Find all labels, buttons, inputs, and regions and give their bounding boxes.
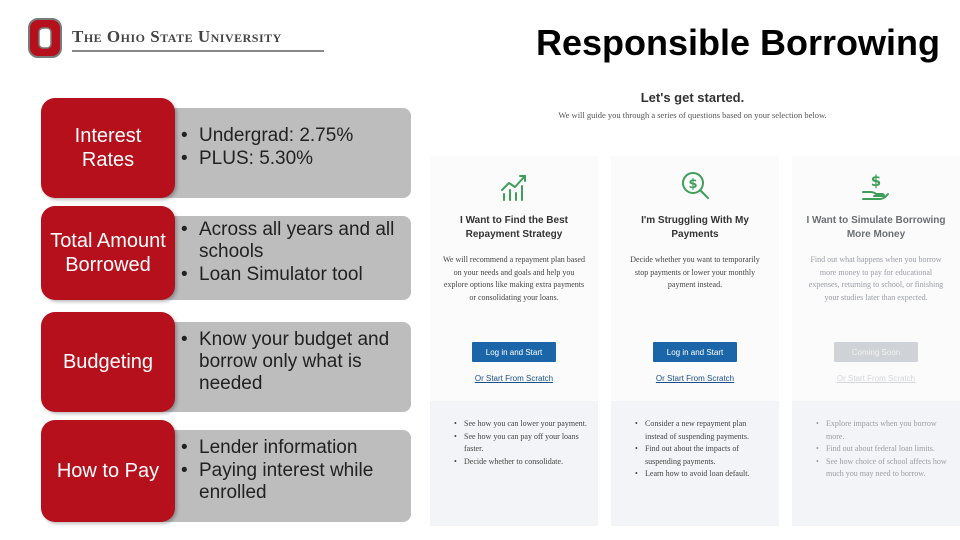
simulator-card-borrow-more bbox=[792, 156, 960, 526]
card-title: I'm Struggling With My Payments bbox=[641, 215, 749, 240]
card-bullet: • See how choice of school affects how much you may need to borrow. bbox=[816, 456, 950, 481]
card-bullet: • Consider a new repayment plan instead of suspending payments. bbox=[635, 418, 769, 443]
card-description: We will recommend a repayment plan based on your needs and goals and help you explore options like making extra payments or consolidating your loans. bbox=[443, 255, 585, 302]
topic-bullets bbox=[181, 420, 403, 522]
log-in-and-start-button[interactable]: Log in and Start bbox=[472, 342, 556, 362]
card-description: Decide whether you want to temporarily stop payments or lower your monthly payment instead. bbox=[630, 255, 760, 289]
topic-bullets bbox=[181, 98, 403, 198]
topic-bullets bbox=[181, 206, 403, 300]
start-from-scratch-link[interactable]: Or Start From Scratch bbox=[474, 374, 554, 383]
topic-bullet: • PLUS: 5.30% bbox=[181, 148, 403, 170]
chart-growth-icon bbox=[498, 170, 530, 202]
topic-bullet: • Loan Simulator tool bbox=[181, 264, 403, 286]
logo-underline bbox=[72, 50, 324, 52]
card-bullet: • Explore impacts when you borrow more. bbox=[816, 418, 950, 443]
coming-soon-button: Coming Soon bbox=[834, 342, 918, 362]
topic-row-how-to-pay bbox=[41, 420, 411, 522]
page-title: Responsible Borrowing bbox=[535, 22, 940, 63]
topic-bullet: • Lender information bbox=[181, 437, 403, 459]
loan-simulator-screenshot bbox=[425, 88, 960, 528]
card-description: Find out what happens when you borrow more money to pay for educational expenses, returning to school, or finishing your studies later than expected. bbox=[808, 255, 944, 302]
topic-row-total-amount-borrowed bbox=[41, 206, 411, 300]
dollar-search-icon bbox=[679, 170, 711, 202]
card-bullet: • See how you can lower your payment. bbox=[454, 418, 588, 431]
simulator-subheading: We will guide you through a series of questions based on your selection below. bbox=[558, 110, 827, 120]
svg-text:$: $ bbox=[870, 172, 882, 190]
card-bullet: • Find out about the impacts of suspending payments. bbox=[635, 443, 769, 468]
block-o-icon bbox=[28, 18, 62, 58]
topic-label: Total Amount Borrowed bbox=[50, 230, 166, 276]
simulator-heading: Let's get started. bbox=[640, 90, 745, 105]
simulator-card-repayment-strategy bbox=[430, 156, 598, 526]
university-name: The Ohio State University bbox=[72, 27, 282, 46]
topic-bullet: • Across all years and all schools bbox=[181, 219, 403, 263]
card-bullet: • Decide whether to consolidate. bbox=[454, 456, 588, 469]
card-bullet: • Find out about federal loan limits. bbox=[816, 443, 950, 456]
topic-bullet: • Paying interest while enrolled bbox=[181, 460, 403, 504]
topic-bullets bbox=[181, 312, 403, 412]
card-title: I Want to Simulate Borrowing More Money bbox=[806, 215, 946, 240]
topic-row-budgeting bbox=[41, 312, 411, 412]
card-bullet: • See how you can pay off your loans faster. bbox=[454, 431, 588, 456]
start-from-scratch-link[interactable]: Or Start From Scratch bbox=[655, 374, 735, 383]
topic-row-interest-rates bbox=[41, 98, 411, 198]
svg-text:$: $ bbox=[688, 177, 698, 192]
topic-label: Budgeting bbox=[62, 351, 154, 373]
topic-bullet: • Undergrad: 2.75% bbox=[181, 125, 403, 147]
hand-dollar-icon bbox=[860, 170, 892, 202]
card-bullets bbox=[816, 418, 950, 481]
start-from-scratch-link: Or Start From Scratch bbox=[836, 374, 916, 383]
card-title: I Want to Find the Best Repayment Strategy bbox=[460, 215, 568, 240]
topic-bullet: • Know your budget and borrow only what is needed bbox=[181, 329, 403, 395]
card-bullet: • Learn how to avoid loan default. bbox=[635, 468, 769, 481]
simulator-card-struggling-payments bbox=[611, 156, 779, 526]
topic-label: How to Pay bbox=[56, 460, 160, 482]
card-bullets bbox=[635, 418, 769, 481]
card-bullets bbox=[454, 418, 588, 468]
topic-label: Interest Rates bbox=[74, 125, 142, 171]
log-in-and-start-button[interactable]: Log in and Start bbox=[653, 342, 737, 362]
